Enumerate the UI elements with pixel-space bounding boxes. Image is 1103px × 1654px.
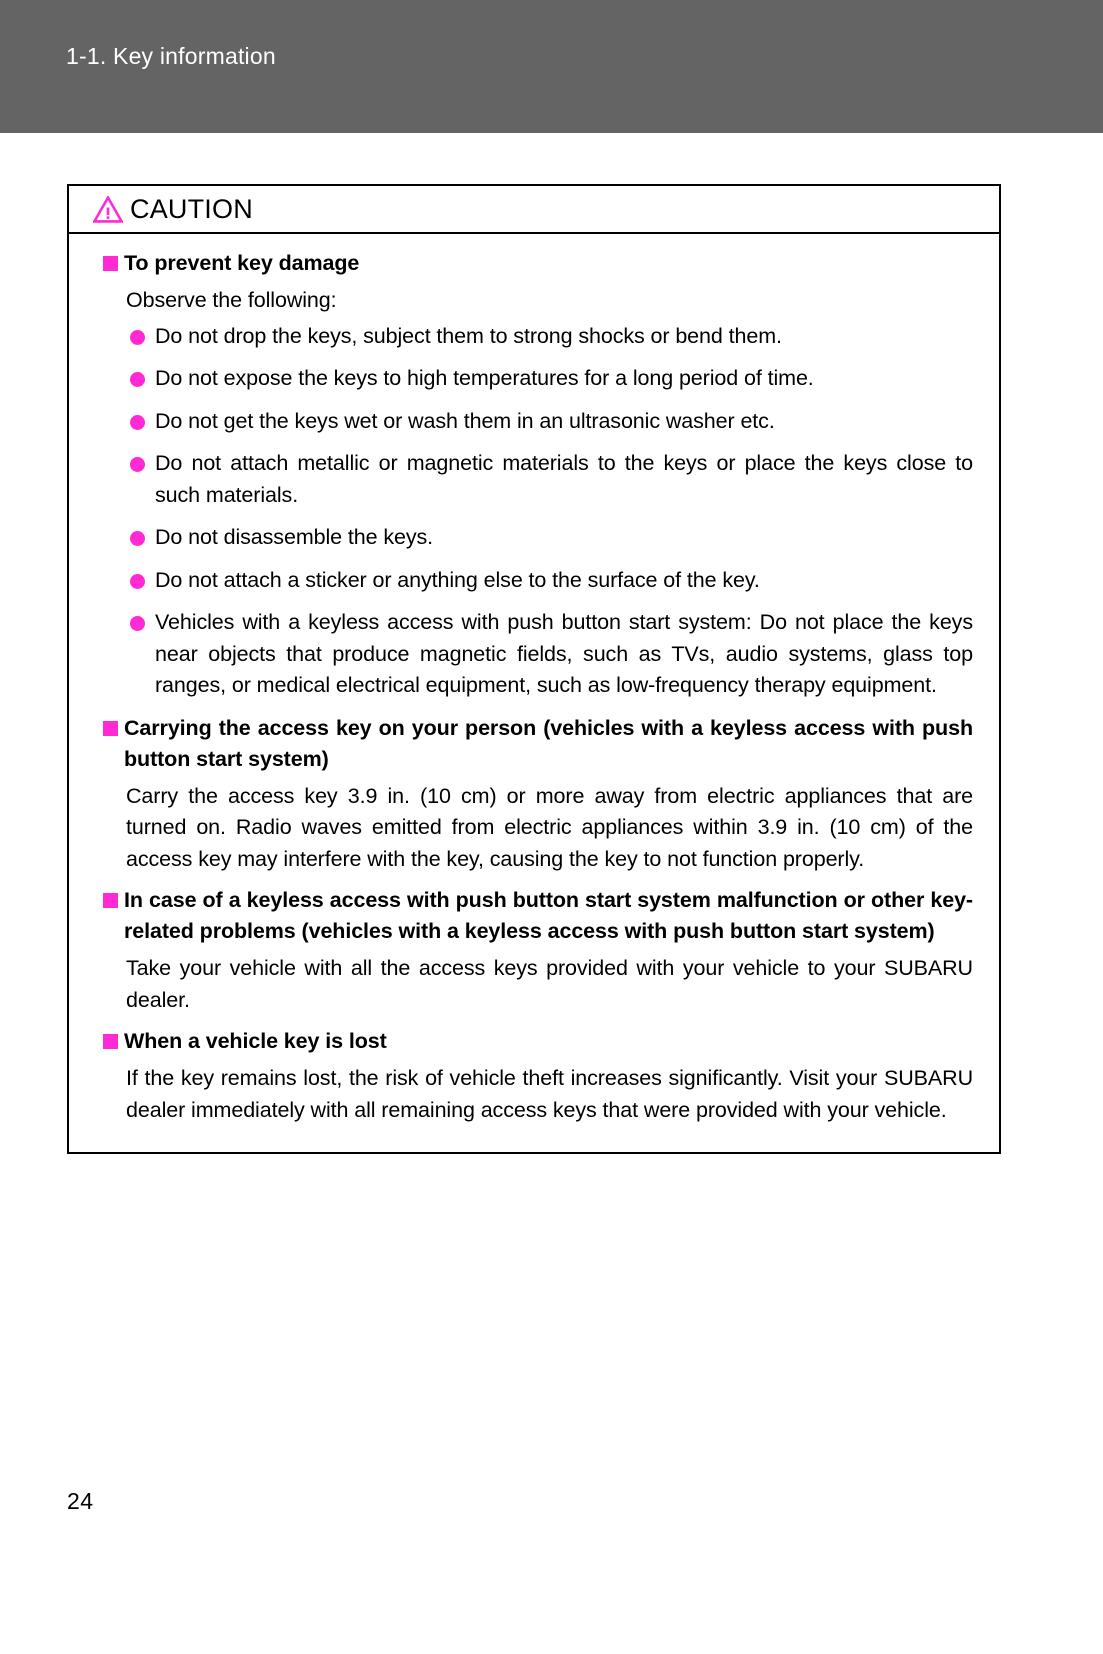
list-item <box>126 522 973 554</box>
list-item-text: Vehicles with a keyless access with push button start system: Do not place the keys near objects that produce magnetic fields, such as TVs, audio systems, glass top ranges, or medical electrical equipment, such as low-frequency therapy equipment. <box>155 610 973 697</box>
caution-box <box>67 184 1001 1154</box>
page-header <box>0 0 1103 133</box>
list-item <box>126 321 973 353</box>
list-item <box>126 406 973 438</box>
dot-bullet-icon <box>130 531 145 546</box>
list-item-text: Do not drop the keys, subject them to strong shocks or bend them. <box>155 323 782 348</box>
list-item-text: Do not attach metallic or magnetic materials to the keys or place the keys close to such materials. <box>155 451 973 507</box>
section-heading-carrying-access-key <box>95 713 973 775</box>
list-item <box>126 565 973 597</box>
list-item <box>126 448 973 511</box>
dot-bullet-icon <box>130 457 145 472</box>
list-item-text: Do not disassemble the keys. <box>155 525 434 549</box>
prevent-key-damage-list <box>95 321 973 702</box>
dot-bullet-icon <box>130 415 145 430</box>
section-heading-text: When a vehicle key is lost <box>124 1029 387 1053</box>
section-heading-text: In case of a keyless access with push button start system malfunction or other key-related problems (vehicles with a keyless access with push button start system) <box>124 888 973 943</box>
section-body-text: Carry the access key 3.9 in. (10 cm) or more away from electric appliances that are turned on. Radio waves emitted from electric appliances within 3.9 in. (10 cm) of the access key may interfere with the key, causing the key to not function properly. <box>126 783 973 871</box>
caution-body <box>69 234 999 1152</box>
section-heading-key-lost <box>95 1026 973 1057</box>
dot-bullet-icon <box>130 330 145 345</box>
dot-bullet-icon <box>130 574 145 589</box>
list-item-text: Do not expose the keys to high temperatures for a long period of time. <box>155 366 814 390</box>
breadcrumb: 1-1. Key information <box>66 43 276 69</box>
square-bullet-icon <box>103 1034 118 1049</box>
section-heading-text: To prevent key damage <box>124 251 360 275</box>
square-bullet-icon <box>103 721 118 736</box>
list-item <box>126 363 973 395</box>
section-heading-text: Carrying the access key on your person (vehicles with a keyless access with push button start system) <box>124 715 973 771</box>
dot-bullet-icon <box>130 616 145 631</box>
square-bullet-icon <box>103 893 118 908</box>
section-heading-prevent-key-damage <box>95 248 973 279</box>
section-body-text: Take your vehicle with all the access keys provided with your vehicle to your SUBARU dealer. <box>126 956 973 1012</box>
section-heading-malfunction <box>95 885 973 947</box>
caution-title: CAUTION <box>130 193 253 224</box>
dot-bullet-icon <box>130 372 145 387</box>
caution-title-bar <box>69 186 999 234</box>
warning-triangle-icon <box>93 196 123 223</box>
list-item <box>126 607 973 702</box>
page-number: 24 <box>67 1488 94 1514</box>
section-body-text: If the key remains lost, the risk of vehicle theft increases significantly. Visit your SUBARU dealer immediately with all remaining access keys that were provided with your vehicle. <box>126 1066 973 1122</box>
list-item-text: Do not get the keys wet or wash them in an ultrasonic washer etc. <box>155 408 775 433</box>
square-bullet-icon <box>103 256 118 271</box>
section-intro-text: Observe the following: <box>126 288 337 312</box>
list-item-text: Do not attach a sticker or anything else to the surface of the key. <box>155 567 760 592</box>
